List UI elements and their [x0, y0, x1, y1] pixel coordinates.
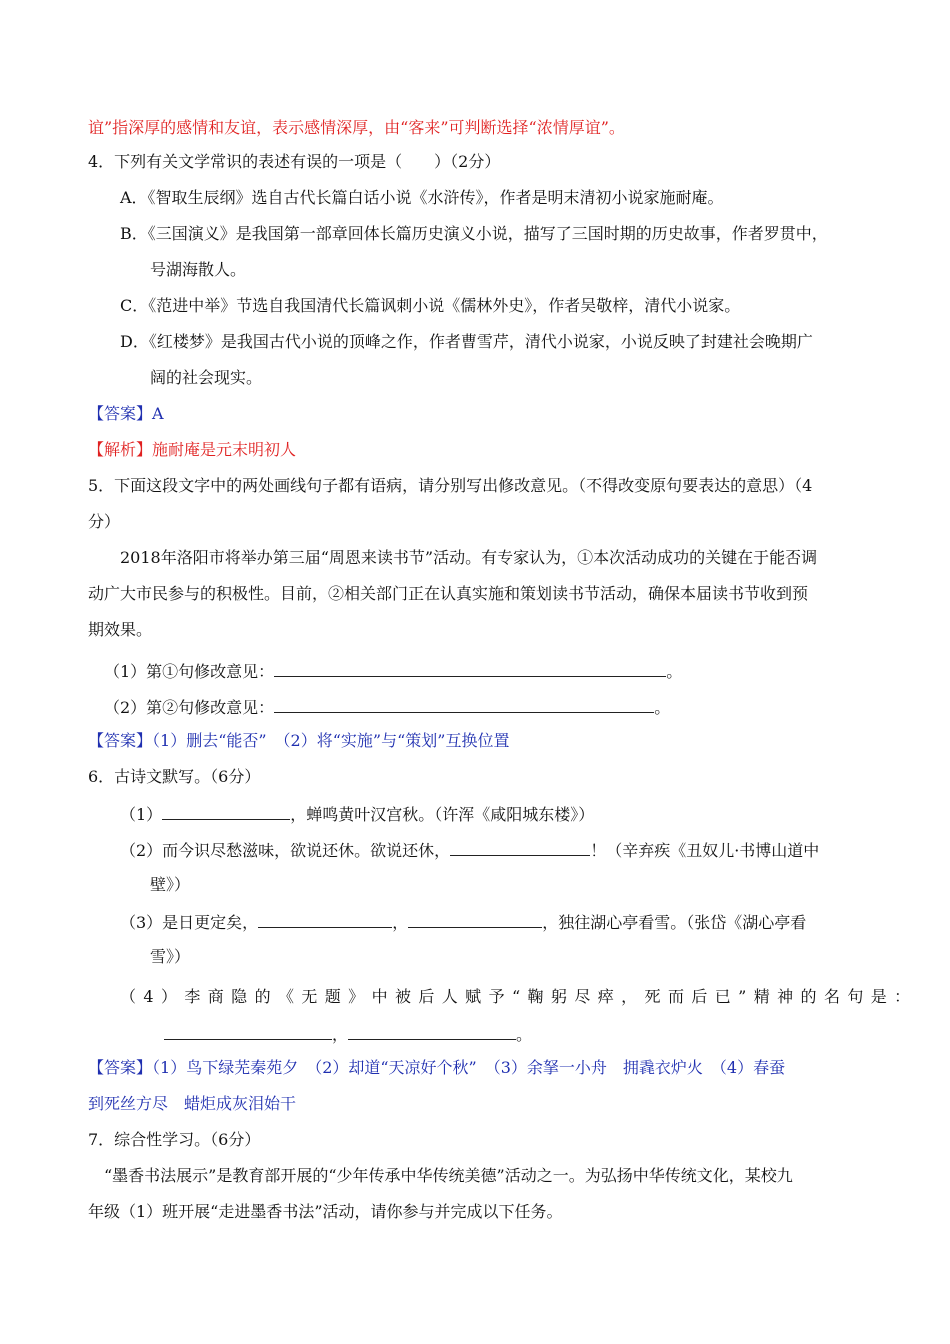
- q6-item3-source: ，独往湖心亭看雪。（张岱《湖心亭看: [542, 913, 807, 932]
- q7-intro-line1: “墨香书法展示”是教育部开展的“少年传承中华传统美德”活动之一。为弘扬中华传统文化，某校九: [104, 1166, 793, 1185]
- q6-answer-text1: （1）鸟下绿芜秦苑夕 （2）却道“天凉好个秋” （3）余拏一小舟 拥毳衣炉火 （4）春蚕: [152, 1058, 786, 1077]
- q6-item3-comma: ，: [392, 913, 409, 932]
- analysis-tag: 【解析】: [88, 440, 153, 459]
- q4-option-d-line2: 阔的社会现实。: [150, 368, 263, 387]
- q6-item4-blanks: [164, 1021, 532, 1047]
- q5-item2-period: 。: [654, 698, 671, 717]
- q6-item3-text: （3）是日更定矣，: [120, 913, 259, 932]
- q4-option-b-line2: 号湖海散人。: [150, 260, 247, 279]
- q5-passage-line2: 动广大市民参与的积极性。目前，②相关部门正在认真实施和策划读书节活动，确保本届读书节收到预: [88, 584, 809, 603]
- q6-item4-blank2[interactable]: [348, 1021, 516, 1040]
- q7-stem: 7．综合性学习。（6分）: [88, 1130, 261, 1149]
- q4-answer-text: A: [152, 404, 164, 423]
- q6-item1-number: （1）: [120, 805, 163, 824]
- q6-answer-line1: [88, 1056, 785, 1080]
- q6-item4-period: 。: [516, 1025, 533, 1044]
- q5-passage-line3: 期效果。: [88, 620, 153, 639]
- q5-item1: [104, 658, 682, 684]
- q6-item3-blank2[interactable]: [408, 909, 542, 928]
- q5-stem-line2: 分）: [88, 512, 121, 531]
- q4-option-d-line1: D．《红楼梦》是我国古代小说的顶峰之作，作者曹雪芹，清代小说家，小说反映了封建社会晚期广: [120, 332, 813, 351]
- q5-answer: [88, 729, 509, 753]
- q5-stem-line1: 5．下面这段文字中的两处画线句子都有语病，请分别写出修改意见。（不得改变原句要表达的意思）（4: [88, 476, 813, 495]
- q6-item1-text: ，蝉鸣黄叶汉宫秋。（许浑《咸阳城东楼》）: [290, 805, 595, 824]
- q4-option-b-line1: B．《三国演义》是我国第一部章回体长篇历史演义小说，描写了三国时期的历史故事，作者罗贯中，: [120, 224, 828, 243]
- q6-item3: [120, 909, 806, 935]
- q4-analysis: [88, 438, 296, 462]
- q5-item1-label: （1）第①句修改意见：: [104, 662, 275, 681]
- answer-tag: 【答案】: [88, 404, 153, 423]
- q4-answer: [88, 402, 164, 426]
- q6-item4-comma: ，: [332, 1025, 349, 1044]
- q5-item1-answer-blank[interactable]: [274, 658, 666, 677]
- q6-item2: [120, 837, 819, 863]
- q6-item2-blank[interactable]: [450, 837, 590, 856]
- answer-tag: 【答案】: [88, 731, 153, 750]
- q6-item4-blank1[interactable]: [164, 1021, 332, 1040]
- q6-item1: [120, 801, 594, 827]
- q4-analysis-text: 施耐庵是元末明初人: [152, 440, 297, 459]
- q6-item3-blank1[interactable]: [258, 909, 392, 928]
- q6-stem: 6．古诗文默写。（6分）: [88, 767, 261, 786]
- q6-item3-line2: 雪》）: [150, 947, 191, 966]
- q5-passage-line1: 2018年洛阳市将举办第三届“周恩来读书节”活动。有专家认为，①本次活动成功的关键在于能否调: [120, 548, 818, 567]
- q5-item2-answer-blank[interactable]: [274, 694, 654, 713]
- q6-item2-text: （2）而今识尽愁滋味，欲说还休。欲说还休，: [120, 841, 451, 860]
- q3-analysis-tail: 谊”指深厚的感情和友谊，表示感情深厚，由“客来”可判断选择“浓情厚谊”。: [88, 118, 625, 137]
- q5-answer-text: （1）删去“能否” （2）将“实施”与“策划”互换位置: [152, 731, 510, 750]
- q4-stem: 4．下列有关文学常识的表述有误的一项是（ ）（2分）: [88, 152, 501, 171]
- q5-item2: [104, 694, 670, 720]
- q5-item2-label: （2）第②句修改意见：: [104, 698, 275, 717]
- q6-answer-line2: 到死丝方尽 蜡炬成灰泪始干: [88, 1094, 297, 1113]
- q5-item1-period: 。: [666, 662, 683, 681]
- q7-intro-line2: 年级（1）班开展“走进墨香书法”活动，请你参与并完成以下任务。: [88, 1202, 563, 1221]
- q6-item2-line2: 壁》）: [150, 875, 191, 894]
- q4-option-a: A．《智取生辰纲》选自古代长篇白话小说《水浒传》，作者是明末清初小说家施耐庵。: [120, 188, 724, 207]
- q6-item1-blank[interactable]: [162, 801, 290, 820]
- q4-option-c: C．《范进中举》节选自我国清代长篇讽刺小说《儒林外史》，作者吴敬梓，清代小说家。: [120, 296, 741, 315]
- q6-item4: （4）李商隐的《无题》中被后人赋予“鞠躬尽瘁，死而后已”精神的名句是：: [120, 987, 918, 1006]
- answer-tag: 【答案】: [88, 1058, 153, 1077]
- q6-item2-source: ！（辛弃疾《丑奴儿·书博山道中: [590, 841, 820, 860]
